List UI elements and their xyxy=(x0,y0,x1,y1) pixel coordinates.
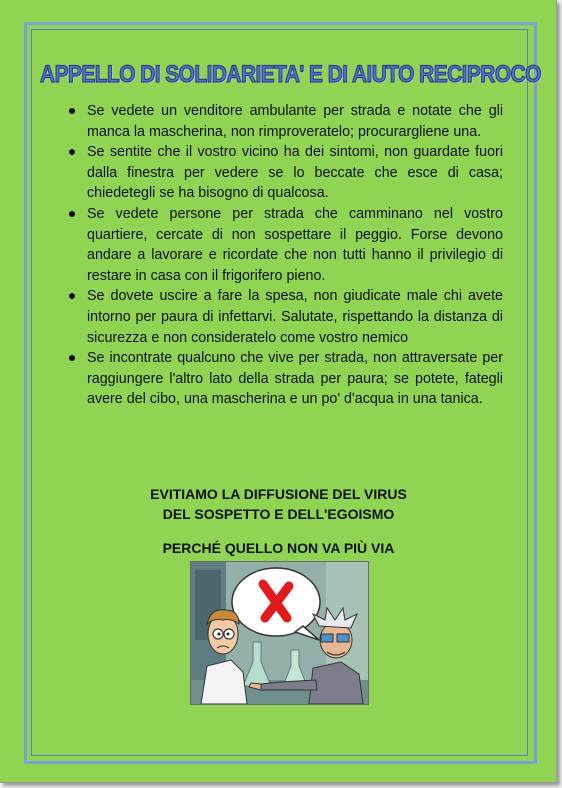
bullet-icon xyxy=(69,108,75,114)
list-item: Se dovete uscire a fare la spesa, non giudicate male chi avete intorno per paura di infettarvi. Salutate, rispettando la distanza di sicurezza e non consideratelo come vostro nemico xyxy=(70,286,503,348)
list-item: Se vedete un venditore ambulante per strada e notate che gli manca la mascherina, non rimproveratelo; procurargliene una. xyxy=(70,101,503,142)
closing-line-3: PERCHÉ QUELLO NON VA PIÙ VIA xyxy=(162,540,395,556)
cartoon-illustration xyxy=(190,561,369,705)
list-item: Se sentite che il vostro vicino ha dei sintomi, non guardate fuori dalla finestra per vedere se lo beccate che esce di casa; chiedetegli se ha bisogno di qualcosa. xyxy=(70,142,503,204)
closing-line-2: DEL SOSPETTO E DELL'EGOISMO xyxy=(162,506,395,522)
page-title: APPELLO DI SOLIDARIETA' E DI AIUTO RECIPROCO xyxy=(40,61,541,88)
bullet-icon xyxy=(69,355,75,361)
appeal-list xyxy=(70,101,503,410)
bullet-icon xyxy=(69,293,75,299)
list-item: Se vedete persone per strada che camminano nel vostro quartiere, cercate di non sospettare il peggio. Forse devono andare a lavorare e ricordate che non tutti hanno il privilegio di restare in casa con il frigorifero pieno. xyxy=(70,204,503,286)
bullet-icon xyxy=(69,149,75,155)
list-item: Se incontrate qualcuno che vive per strada, non attraversate per raggiungere l'altro lato della strada per paura; se potete, fategli avere del cibo, una mascherina e un po' d'acqua in una tanica. xyxy=(70,348,503,410)
bullet-icon xyxy=(69,211,75,217)
closing-line-1: EVITIAMO LA DIFFUSIONE DEL VIRUS xyxy=(150,486,407,502)
